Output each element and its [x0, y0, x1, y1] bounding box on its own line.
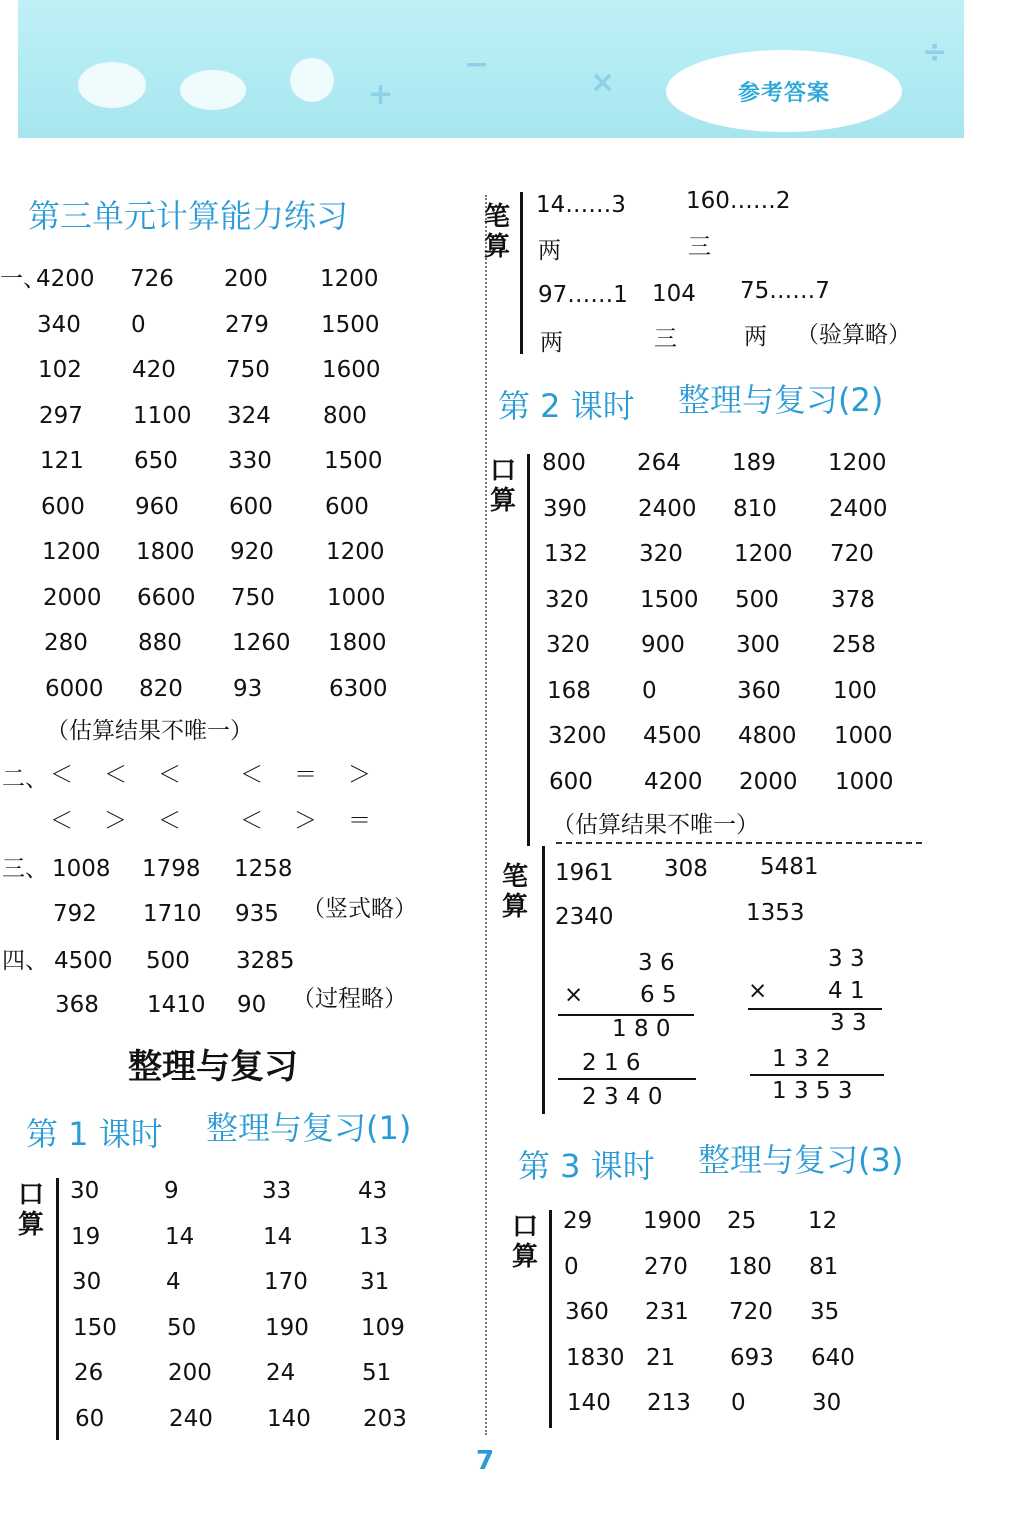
answer-value: 4500	[643, 723, 702, 749]
answer-value: 792	[53, 901, 97, 927]
comparison-symbol: ＜	[50, 808, 73, 834]
lesson-number: 第 3 课时	[518, 1147, 655, 1185]
answer-value: 1961	[555, 860, 614, 886]
answer-value: 168	[547, 677, 591, 704]
answer-value: 330	[228, 448, 272, 474]
review-heading: 整理与复习	[128, 1047, 298, 1087]
answer-value: 190	[265, 1314, 309, 1341]
answer-value: 1008	[52, 856, 111, 882]
oral-calc-label: 口算	[17, 1180, 44, 1240]
answer-value: 1000	[834, 723, 893, 749]
comparison-symbol: ＝	[348, 808, 371, 834]
minus-icon: −	[464, 47, 490, 82]
answer-value: 308	[664, 856, 708, 882]
answer-value: 0	[642, 677, 657, 704]
divide-icon: ÷	[922, 35, 948, 70]
answer-value: 1500	[640, 586, 699, 613]
check-word: 两	[540, 330, 563, 356]
oral-calc-label: 口算	[489, 456, 516, 516]
answer-value: 231	[645, 1299, 689, 1325]
answer-value: 1200	[828, 450, 887, 476]
section-title: 第三单元计算能力练习	[28, 197, 349, 235]
answer-value: 340	[37, 311, 81, 338]
section-label: 二、	[2, 766, 48, 792]
answer-value: 600	[229, 493, 273, 520]
bracket-line	[527, 454, 530, 846]
answer-value: 600	[325, 493, 369, 520]
answer-value: 90	[237, 992, 267, 1018]
answer-value: 213	[647, 1390, 691, 1416]
answer-value: 100	[833, 677, 877, 704]
answer-value: 1000	[835, 768, 894, 795]
answer-value: 4200	[644, 768, 703, 795]
section-label: 一、	[0, 266, 46, 292]
answer-value: 13	[359, 1223, 389, 1250]
answer-value: 810	[733, 495, 777, 522]
answer-value: 820	[139, 675, 183, 702]
answer-value: 2000	[739, 768, 798, 795]
answer-value: 33	[262, 1178, 292, 1204]
answer-value: 2400	[829, 495, 888, 522]
answer-value: 14……3	[536, 192, 626, 218]
answer-value: 1200	[320, 266, 379, 292]
answer-value: 1258	[234, 856, 293, 882]
times-icon: ×	[590, 65, 616, 100]
answer-value: 1353	[746, 900, 805, 926]
answer-value: 360	[737, 677, 781, 704]
answer-value: 1410	[147, 992, 206, 1018]
partial-product: 2 1 6	[582, 1050, 641, 1076]
answer-value: 3200	[548, 723, 607, 749]
answer-value: 300	[736, 632, 780, 658]
answer-value: 170	[264, 1269, 308, 1295]
answer-value: 880	[138, 630, 182, 656]
answer-value: 320	[545, 586, 589, 613]
answer-value: 50	[167, 1314, 197, 1341]
lesson-title: 整理与复习(2)	[678, 381, 884, 419]
answer-badge-text: 参考答案	[737, 81, 830, 106]
answer-value: 324	[227, 402, 271, 429]
cloud-decoration	[180, 70, 246, 110]
answer-value: 600	[41, 493, 85, 520]
answer-value: 0	[564, 1253, 579, 1280]
answer-value: 30	[70, 1178, 100, 1204]
answer-value: 270	[644, 1253, 688, 1280]
answer-value: 6300	[329, 675, 388, 702]
answer-value: 6600	[137, 584, 196, 611]
answer-value: 35	[810, 1299, 840, 1325]
note: （估算结果不唯一）	[552, 812, 759, 838]
note: （验算略）	[796, 322, 911, 348]
answer-value: 4800	[738, 723, 797, 749]
answer-badge	[666, 50, 902, 132]
comparison-symbol: ＜	[104, 762, 127, 788]
multiplicand: 3 6	[638, 950, 675, 976]
answer-value: 60	[75, 1405, 105, 1432]
answer-value: 1800	[328, 630, 387, 656]
note: （估算结果不唯一）	[46, 718, 253, 744]
answer-value: 2400	[638, 495, 697, 522]
multiplicand: 3 3	[828, 946, 865, 972]
answer-value: 1798	[142, 856, 201, 882]
answer-value: 1200	[326, 539, 385, 565]
answer-value: 102	[38, 357, 82, 383]
answer-value: 935	[235, 901, 279, 927]
section-label: 四、	[2, 948, 48, 974]
answer-value: 3285	[236, 948, 295, 974]
answer-value: 650	[134, 448, 178, 474]
answer-value: 1500	[324, 448, 383, 474]
plus-icon: +	[368, 77, 394, 112]
comparison-symbol: ＞	[294, 808, 317, 834]
answer-value: 390	[543, 495, 587, 522]
answer-value: 920	[230, 539, 274, 565]
lesson-title: 整理与复习(1)	[206, 1109, 412, 1147]
lesson-title: 整理与复习(3)	[698, 1141, 904, 1179]
answer-value: 75……7	[740, 278, 830, 304]
header-banner	[18, 0, 964, 138]
answer-value: 4	[166, 1269, 181, 1295]
answer-value: 0	[131, 311, 146, 338]
answer-value: 160……2	[686, 188, 791, 214]
answer-value: 81	[809, 1253, 839, 1280]
answer-value: 368	[55, 992, 99, 1018]
answer-value: 51	[362, 1360, 392, 1386]
answer-value: 750	[231, 584, 275, 611]
answer-value: 43	[358, 1178, 388, 1204]
answer-value: 21	[646, 1344, 676, 1371]
answer-value: 720	[830, 541, 874, 567]
answer-value: 26	[74, 1360, 104, 1386]
answer-value: 0	[731, 1390, 746, 1416]
answer-value: 420	[132, 357, 176, 383]
answer-value: 693	[730, 1344, 774, 1371]
answer-value: 1500	[321, 311, 380, 338]
bracket-line	[542, 846, 545, 1114]
product-result: 2 3 4 0	[582, 1084, 663, 1110]
answer-value: 30	[812, 1390, 842, 1416]
answer-value: 320	[546, 632, 590, 658]
lesson-number: 第 1 课时	[26, 1115, 163, 1153]
answer-value: 6000	[45, 675, 104, 702]
answer-value: 640	[811, 1344, 855, 1371]
answer-value: 150	[73, 1314, 117, 1341]
lesson-number: 第 2 课时	[498, 387, 635, 425]
answer-value: 750	[226, 357, 270, 383]
answer-value: 24	[266, 1360, 296, 1386]
answer-value: 279	[225, 311, 269, 338]
section-label: 三、	[2, 856, 48, 882]
product-result: 1 3 5 3	[772, 1078, 853, 1104]
partial-product: 3 3	[830, 1010, 867, 1036]
check-word: 三	[654, 326, 677, 352]
check-word: 两	[538, 238, 561, 264]
answer-value: 2340	[555, 904, 614, 930]
multiplier: 4 1	[828, 978, 865, 1004]
comparison-symbol: ＞	[348, 762, 371, 788]
answer-value: 140	[567, 1390, 611, 1416]
answer-value: 104	[652, 281, 696, 307]
answer-value: 140	[267, 1405, 311, 1432]
answer-value: 297	[39, 402, 83, 429]
answer-value: 109	[361, 1314, 405, 1341]
answer-value: 29	[563, 1208, 593, 1234]
rule-line	[558, 1078, 696, 1080]
answer-value: 12	[808, 1208, 838, 1234]
check-word: 两	[744, 324, 767, 350]
answer-value: 5481	[760, 854, 819, 880]
answer-value: 1200	[42, 539, 101, 565]
comparison-symbol: ＜	[50, 762, 73, 788]
note: （竖式略）	[302, 896, 417, 922]
answer-value: 1200	[734, 541, 793, 567]
answer-value: 720	[729, 1299, 773, 1325]
multiply-sign: ×	[564, 982, 584, 1008]
dashed-divider	[556, 842, 922, 844]
answer-value: 132	[544, 541, 588, 567]
answer-value: 360	[565, 1299, 609, 1325]
answer-value: 1800	[136, 539, 195, 565]
answer-value: 200	[168, 1360, 212, 1386]
comparison-symbol: ＞	[104, 808, 127, 834]
column-divider	[485, 195, 487, 1435]
written-calc-label: 笔算	[501, 862, 528, 922]
multiplier: 6 5	[640, 982, 677, 1008]
answer-value: 258	[832, 632, 876, 658]
answer-value: 1710	[143, 901, 202, 927]
answer-value: 31	[360, 1269, 390, 1295]
cloud-decoration	[78, 62, 146, 108]
page-number: 7	[476, 1446, 495, 1476]
comparison-symbol: ＝	[294, 762, 317, 788]
answer-value: 960	[135, 493, 179, 520]
answer-value: 378	[831, 586, 875, 613]
answer-value: 900	[641, 632, 685, 658]
answer-value: 800	[542, 450, 586, 476]
answer-value: 200	[224, 266, 268, 292]
answer-value: 30	[72, 1269, 102, 1295]
answer-value: 14	[263, 1223, 293, 1250]
answer-value: 264	[637, 450, 681, 476]
answer-value: 1830	[566, 1344, 625, 1371]
answer-value: 4200	[36, 266, 95, 292]
multiply-sign: ×	[748, 978, 768, 1004]
answer-value: 189	[732, 450, 776, 476]
answer-value: 600	[549, 768, 593, 795]
answer-value: 9	[164, 1178, 179, 1204]
answer-value: 203	[363, 1405, 407, 1432]
answer-value: 14	[165, 1223, 195, 1250]
answer-value: 121	[40, 448, 84, 474]
comparison-symbol: ＜	[158, 808, 181, 834]
bracket-line	[520, 192, 523, 354]
oral-calc-label: 口算	[511, 1212, 538, 1272]
answer-value: 97……1	[538, 282, 628, 308]
rule-line	[750, 1074, 884, 1076]
answer-value: 2000	[43, 584, 102, 611]
answer-value: 19	[71, 1223, 101, 1250]
answer-value: 1000	[327, 584, 386, 611]
note: （过程略）	[292, 986, 407, 1012]
check-word: 三	[688, 234, 711, 260]
comparison-symbol: ＜	[240, 762, 263, 788]
answer-value: 1100	[133, 402, 192, 429]
partial-product: 1 3 2	[772, 1046, 831, 1072]
written-calc-label: 笔算	[483, 202, 510, 262]
answer-value: 4500	[54, 948, 113, 974]
bracket-line	[549, 1210, 552, 1428]
bracket-line	[56, 1178, 59, 1440]
answer-value: 280	[44, 630, 88, 656]
answer-value: 240	[169, 1405, 213, 1432]
answer-value: 1260	[232, 630, 291, 656]
comparison-symbol: ＜	[158, 762, 181, 788]
answer-value: 1900	[643, 1208, 702, 1234]
cloud-decoration	[290, 58, 334, 102]
answer-value: 180	[728, 1253, 772, 1280]
answer-value: 500	[146, 948, 190, 974]
answer-value: 726	[130, 266, 174, 292]
answer-value: 93	[233, 675, 263, 702]
partial-product: 1 8 0	[612, 1016, 671, 1042]
answer-value: 800	[323, 402, 367, 429]
answer-value: 500	[735, 586, 779, 613]
answer-value: 25	[727, 1208, 757, 1234]
answer-value: 320	[639, 541, 683, 567]
comparison-symbol: ＜	[240, 808, 263, 834]
answer-value: 1600	[322, 357, 381, 383]
